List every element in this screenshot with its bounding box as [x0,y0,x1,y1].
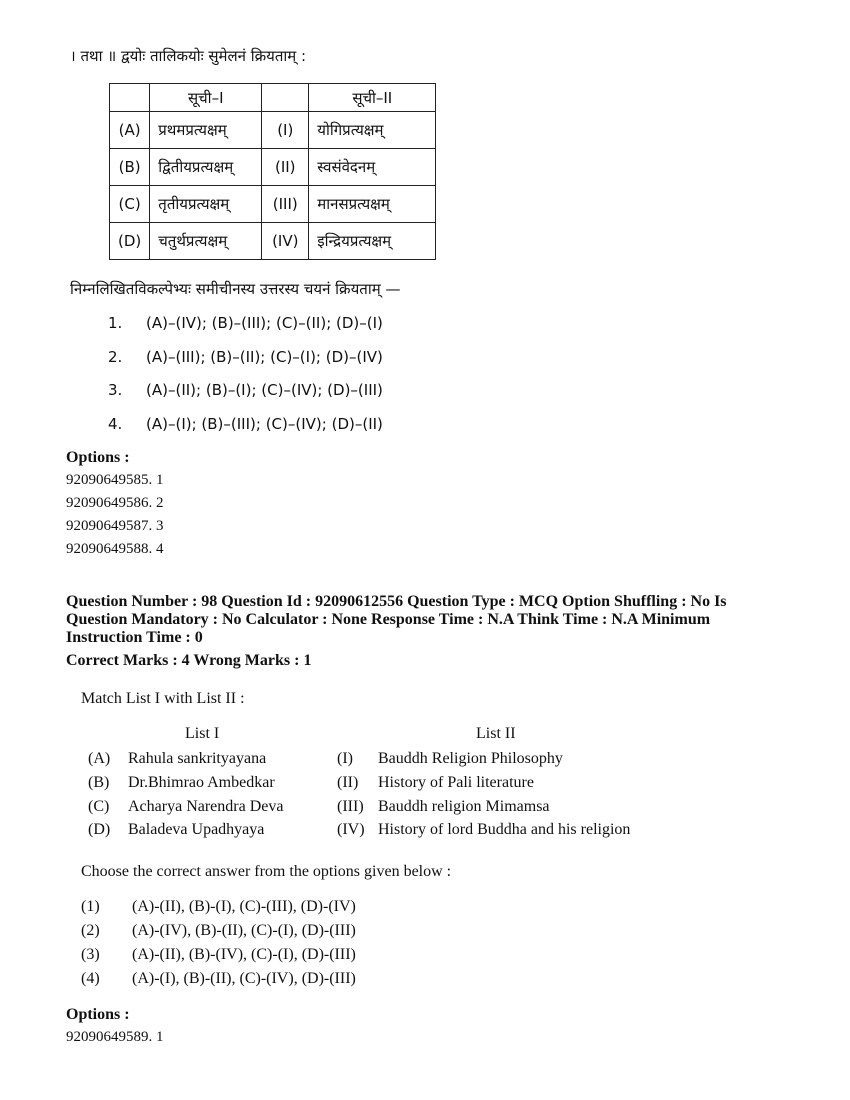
choice-number: 1. [108,314,123,332]
table-header-row [110,84,436,112]
table-header-blank-1 [110,84,150,112]
list-1-value: Baladeva Upadhyaya [128,821,265,838]
choice-number: 4. [108,415,123,433]
choice-number: 2. [108,348,123,366]
list-1-value: Rahula sankrityayana [128,750,267,767]
choice-text: (A)–(III); (B)–(II); (C)–(I); (D)–(IV) [146,348,383,366]
choice-text: (A)–(II); (B)–(I); (C)–(IV); (D)–(III) [146,381,383,399]
row-key-1: (C) [110,186,150,223]
choice-text: (A)-(IV), (B)-(II), (C)-(I), (D)-(III) [132,922,356,939]
row-value-2: योगिप्रत्यक्षम् [309,112,436,149]
option-id-line: 92090649586. 2 [66,495,164,511]
row-key-2: (III) [262,186,309,223]
list-2-key: (IV) [337,821,365,838]
choose-instruction: Choose the correct answer from the options given below : [81,863,452,880]
question-meta-line: Question Number : 98 Question Id : 92090612556 Question Type : MCQ Option Shuffling : No Is [66,593,727,610]
list-1-key: (C) [88,798,110,815]
choice-number: (2) [81,922,100,939]
list-2-header: List II [476,725,516,742]
table-header-list-1: सूची–I [150,84,262,112]
answer-choice-4 [108,415,383,433]
choice-number: (4) [81,970,100,987]
options-heading: Options : [66,449,130,466]
row-value-1: तृतीयप्रत्यक्षम् [150,186,262,223]
row-value-2: स्वसंवेदनम् [309,149,436,186]
answer-choice-3 [108,381,383,399]
option-id-line: 92090649585. 1 [66,472,164,488]
choice-text: (A)–(I); (B)–(III); (C)–(IV); (D)–(II) [146,415,383,433]
option-id-line: 92090649587. 3 [66,518,164,534]
row-key-1: (D) [110,223,150,260]
option-id-line: 92090649588. 4 [66,541,164,557]
table-row [110,112,436,149]
table-header-list-2: सूची–II [309,84,436,112]
choice-text: (A)–(IV); (B)–(III); (C)–(II); (D)–(I) [146,314,383,332]
list-1-header: List I [185,725,220,742]
list-1-value: Dr.Bhimrao Ambedkar [128,774,275,791]
row-value-1: चतुर्थप्रत्यक्षम् [150,223,262,260]
table-row [110,186,436,223]
row-key-2: (IV) [262,223,309,260]
list-2-value: Bauddh Religion Philosophy [378,750,563,767]
question-meta-line: Question Mandatory : No Calculator : None Response Time : N.A Think Time : N.A Minimum [66,611,711,628]
options-heading: Options : [66,1006,130,1023]
list-2-key: (III) [337,798,364,815]
choice-text: (A)-(I), (B)-(II), (C)-(IV), (D)-(III) [132,970,356,987]
choice-number: 3. [108,381,123,399]
row-value-1: द्वितीयप्रत्यक्षम् [150,149,262,186]
list-2-value: Bauddh religion Mimamsa [378,798,550,815]
list-2-value: History of Pali literature [378,774,534,791]
table-row [110,149,436,186]
choice-number: (1) [81,898,100,915]
list-2-key: (II) [337,774,359,791]
choice-number: (3) [81,946,100,963]
list-2-value: History of lord Buddha and his religion [378,821,631,838]
marks-line: Correct Marks : 4 Wrong Marks : 1 [66,652,312,669]
list-1-value: Acharya Narendra Deva [128,798,284,815]
row-key-2: (II) [262,149,309,186]
row-key-2: (I) [262,112,309,149]
question-1-instruction: निम्नलिखितविकल्पेभ्यः समीचीनस्य उत्तरस्य चयनं क्रियताम् — [70,280,401,298]
answer-choice-1 [108,314,383,332]
list-1-key: (D) [88,821,111,838]
list-2-key: (I) [337,750,353,767]
row-value-1: प्रथमप्रत्यक्षम् [150,112,262,149]
row-key-1: (B) [110,149,150,186]
option-id-line: 92090649589. 1 [66,1029,164,1045]
list-1-key: (A) [88,750,111,767]
table-row [110,223,436,260]
table-header-blank-2 [262,84,309,112]
choice-text: (A)-(II), (B)-(IV), (C)-(I), (D)-(III) [132,946,356,963]
question-meta-line: Instruction Time : 0 [66,629,203,646]
row-key-1: (A) [110,112,150,149]
sanskrit-match-table [109,83,436,260]
match-title: Match List I with List II : [81,690,245,707]
answer-choice-2 [108,348,383,366]
question-1-intro: । तथा ॥ द्वयोः तालिकयोः सुमेलनं क्रियताम् : [70,47,307,65]
row-value-2: इन्द्रियप्रत्यक्षम् [309,223,436,260]
choice-text: (A)-(II), (B)-(I), (C)-(III), (D)-(IV) [132,898,356,915]
list-1-key: (B) [88,774,110,791]
row-value-2: मानसप्रत्यक्षम् [309,186,436,223]
